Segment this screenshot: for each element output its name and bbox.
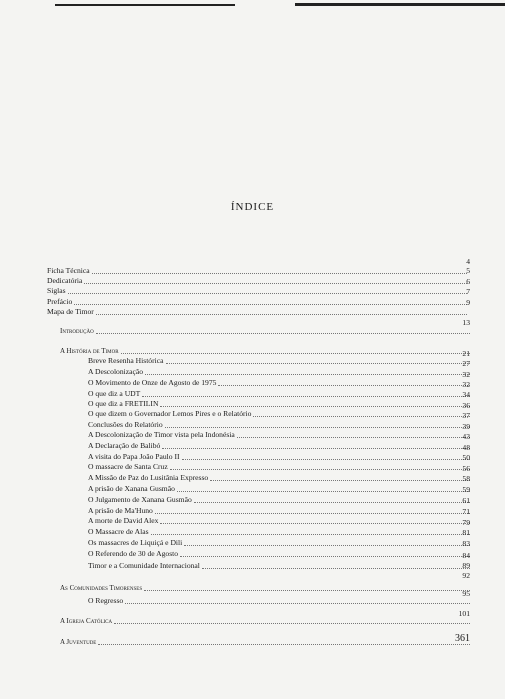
toc-page: 32 bbox=[462, 370, 470, 379]
toc-label: O Movimento de Onze de Agosto de 1975 bbox=[88, 378, 217, 387]
toc-label: A morte de David Alex bbox=[88, 516, 159, 525]
toc-page: 81 bbox=[462, 528, 470, 537]
toc-entry bbox=[88, 399, 470, 409]
toc-label: Conclusões do Relatório bbox=[88, 420, 163, 429]
toc-entry bbox=[88, 389, 470, 399]
toc-page: 83 bbox=[462, 539, 470, 548]
toc-label: O Referendo de 30 de Agosto bbox=[88, 549, 179, 558]
toc-page: 21 bbox=[462, 349, 470, 358]
toc-entry bbox=[88, 441, 470, 451]
toc-label: O Regresso bbox=[88, 596, 124, 605]
toc-entry bbox=[47, 307, 467, 317]
toc-entry bbox=[60, 616, 470, 626]
dot-leader bbox=[180, 555, 470, 557]
toc-page: 6 bbox=[466, 277, 470, 286]
toc-page: 95 bbox=[462, 589, 470, 598]
dot-leader bbox=[151, 533, 470, 535]
dot-leader bbox=[182, 458, 470, 460]
dot-leader bbox=[92, 272, 467, 274]
dot-leader bbox=[170, 468, 470, 470]
toc-label: O que diz a FRETILIN bbox=[88, 399, 159, 408]
toc-entry bbox=[47, 276, 467, 286]
toc-entry bbox=[88, 367, 470, 377]
dot-leader bbox=[155, 512, 470, 514]
dot-leader bbox=[121, 352, 470, 354]
dot-leader bbox=[162, 447, 470, 449]
toc-page: 36 bbox=[462, 401, 470, 410]
dot-leader bbox=[184, 544, 470, 546]
toc-entry bbox=[47, 297, 467, 307]
dot-leader bbox=[98, 643, 470, 645]
dot-leader bbox=[177, 490, 470, 492]
toc-entry bbox=[88, 430, 470, 440]
dot-leader bbox=[68, 292, 467, 294]
toc-label: Os massacres de Liquiçá e Dili bbox=[88, 538, 183, 547]
toc-page: 79 bbox=[462, 518, 470, 527]
toc-label: A Igreja Católica bbox=[60, 617, 113, 625]
toc-page: 71 bbox=[462, 507, 470, 516]
toc-entry bbox=[88, 420, 470, 430]
toc-label: O Julgamento de Xanana Gusmão bbox=[88, 495, 192, 504]
toc-label: A História de Timor bbox=[60, 347, 119, 355]
toc-page: 58 bbox=[462, 474, 470, 483]
toc-label: A prisão de Ma'Huno bbox=[88, 506, 153, 515]
top-rule-right bbox=[295, 3, 505, 6]
toc-page: 59 bbox=[462, 485, 470, 494]
toc-label: O que diz a UDT bbox=[88, 389, 141, 398]
toc-label: Dedicatória bbox=[47, 276, 83, 285]
dot-leader bbox=[202, 567, 470, 569]
dot-leader bbox=[210, 479, 470, 481]
toc-entry bbox=[88, 495, 470, 505]
dot-leader bbox=[96, 313, 467, 315]
toc-label: O Massacre de Alas bbox=[88, 527, 149, 536]
toc-label: Introdução bbox=[60, 327, 94, 335]
toc-entry bbox=[47, 286, 467, 296]
toc-label: A prisão de Xanana Gusmão bbox=[88, 484, 175, 493]
toc-label: A Descolonização bbox=[88, 367, 144, 376]
toc-label: Mapa de Timor bbox=[47, 307, 94, 316]
toc-entry bbox=[88, 561, 470, 571]
toc-entry bbox=[60, 346, 470, 356]
dot-leader bbox=[114, 622, 470, 624]
toc-entry bbox=[88, 452, 470, 462]
toc-page: 48 bbox=[462, 443, 470, 452]
dot-leader bbox=[237, 436, 470, 438]
toc-entry bbox=[88, 506, 470, 516]
dot-leader bbox=[253, 415, 470, 417]
toc-page: 4 bbox=[466, 257, 470, 266]
toc-page: 34 bbox=[462, 390, 470, 399]
toc-entry bbox=[88, 484, 470, 494]
toc-label: Breve Resenha Histórica bbox=[88, 356, 164, 365]
toc-page: 37 bbox=[462, 411, 470, 420]
toc-label: Timor e a Comunidade Internacional bbox=[88, 561, 200, 570]
toc-entry bbox=[88, 549, 470, 559]
toc-entry bbox=[88, 516, 470, 526]
dot-leader bbox=[165, 426, 470, 428]
dot-leader bbox=[218, 384, 470, 386]
toc-label: A Juventude bbox=[60, 638, 97, 646]
dot-leader bbox=[125, 602, 470, 604]
dot-leader bbox=[96, 332, 470, 334]
toc-entry bbox=[88, 462, 470, 472]
dot-leader bbox=[84, 282, 467, 284]
toc-page: 5 bbox=[466, 266, 470, 275]
toc-label: A visita do Papa João Paulo II bbox=[88, 452, 180, 461]
toc-label: Ficha Técnica bbox=[47, 266, 90, 275]
toc-label: O que dizem o Governador Lemos Pires e o Relatório bbox=[88, 409, 252, 418]
toc-page: 61 bbox=[462, 496, 470, 505]
dot-leader bbox=[74, 303, 467, 305]
toc-label: A Descolonização de Timor vista pela Indonésia bbox=[88, 430, 235, 439]
toc-page: 92 bbox=[462, 571, 470, 580]
toc-page: 101 bbox=[458, 609, 470, 618]
dot-leader bbox=[160, 405, 470, 407]
toc-page: 89 bbox=[462, 561, 470, 570]
toc-page: 13 bbox=[462, 318, 470, 327]
toc-page: 50 bbox=[462, 453, 470, 462]
dot-leader bbox=[166, 362, 471, 364]
toc-page: 9 bbox=[466, 298, 470, 307]
toc-entry bbox=[88, 538, 470, 548]
toc-page: 56 bbox=[462, 464, 470, 473]
toc-label: O massacre de Santa Cruz bbox=[88, 462, 168, 471]
toc-page: 27 bbox=[462, 359, 470, 368]
dot-leader bbox=[194, 501, 470, 503]
toc-page: 361 bbox=[455, 633, 470, 644]
dot-leader bbox=[145, 373, 470, 375]
page-title: ÍNDICE bbox=[230, 201, 275, 213]
toc-page: 32 bbox=[462, 380, 470, 389]
toc-entry bbox=[88, 596, 470, 606]
toc-entry bbox=[60, 583, 470, 593]
toc-entry bbox=[88, 356, 470, 366]
dot-leader bbox=[160, 522, 470, 524]
toc-label: A Missão de Paz do Lusitânia Expresso bbox=[88, 473, 209, 482]
toc-entry bbox=[88, 378, 470, 388]
toc-label: A Declaração de Balibó bbox=[88, 441, 161, 450]
top-rule-left bbox=[55, 4, 235, 6]
dot-leader bbox=[142, 395, 470, 397]
toc-page: 84 bbox=[462, 551, 470, 560]
toc-entry bbox=[88, 527, 470, 537]
toc-entry bbox=[60, 326, 470, 336]
toc-entry bbox=[47, 266, 467, 276]
toc-entry bbox=[60, 637, 470, 647]
toc-entry bbox=[88, 409, 470, 419]
dot-leader bbox=[144, 589, 470, 591]
toc-entry bbox=[88, 473, 470, 483]
toc-page: 43 bbox=[462, 432, 470, 441]
toc-page: 7 bbox=[466, 287, 470, 296]
toc-label: Siglas bbox=[47, 286, 66, 295]
toc-label: Prefácio bbox=[47, 297, 73, 306]
toc-page: 39 bbox=[462, 422, 470, 431]
toc-label: As Comunidades Timorenses bbox=[60, 584, 143, 592]
